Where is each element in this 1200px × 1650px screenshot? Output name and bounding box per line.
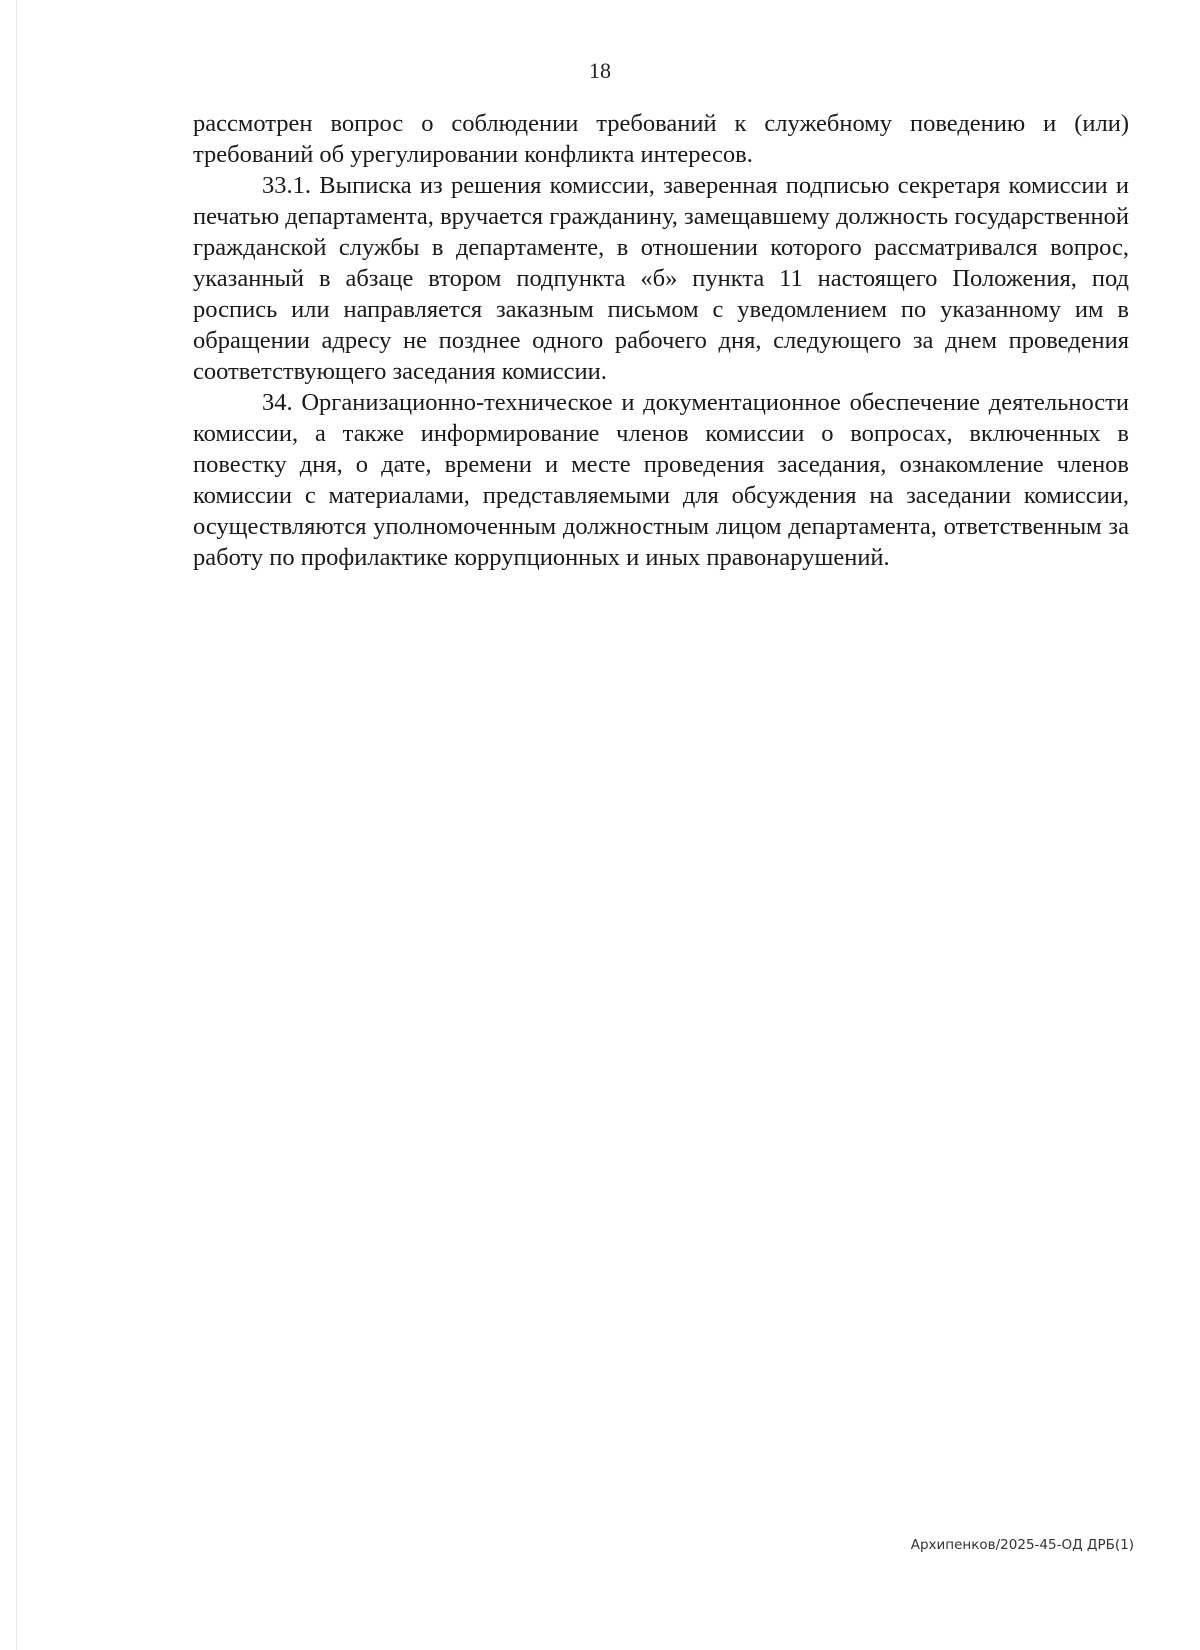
- paragraph-34: 34. Организационно-техническое и документационное обеспечение деятельности комиссии, а также информирование членов комиссии о вопросах, включенных в повестку дня, о дате, времени и месте проведения заседания, ознакомление членов комиссии с материалами, представляемыми для обсуждения на заседании комиссии, осуществляются уполномоченным должностным лицом департамента, ответственным за работу по профилактике коррупционных и иных правонарушений.: [193, 389, 1129, 571]
- document-registration-code: Архипенков/2025-45-ОД ДРБ(1): [910, 1537, 1134, 1553]
- page-number: 18: [589, 58, 611, 83]
- paragraph-33-1: 33.1. Выписка из решения комиссии, заверенная подписью секретаря комиссии и печатью департамента, вручается гражданину, замещавшему должность государственной гражданской службы в департаменте, в отношении которого рассматривался вопрос, указанный в абзаце втором подпункта «б» пункта 11 настоящего Положения, под роспись или направляется заказным письмом с уведомлением по указанному им в обращении адресу не позднее одного рабочего дня, следующего за днем проведения соответствующего заседания комиссии.: [193, 172, 1129, 385]
- document-body: [193, 108, 1129, 573]
- paragraph-continuation: рассмотрен вопрос о соблюдении требований к служебному поведению и (или) требований об урегулировании конфликта интересов.: [193, 110, 1129, 168]
- scan-edge-line: [16, 0, 17, 1650]
